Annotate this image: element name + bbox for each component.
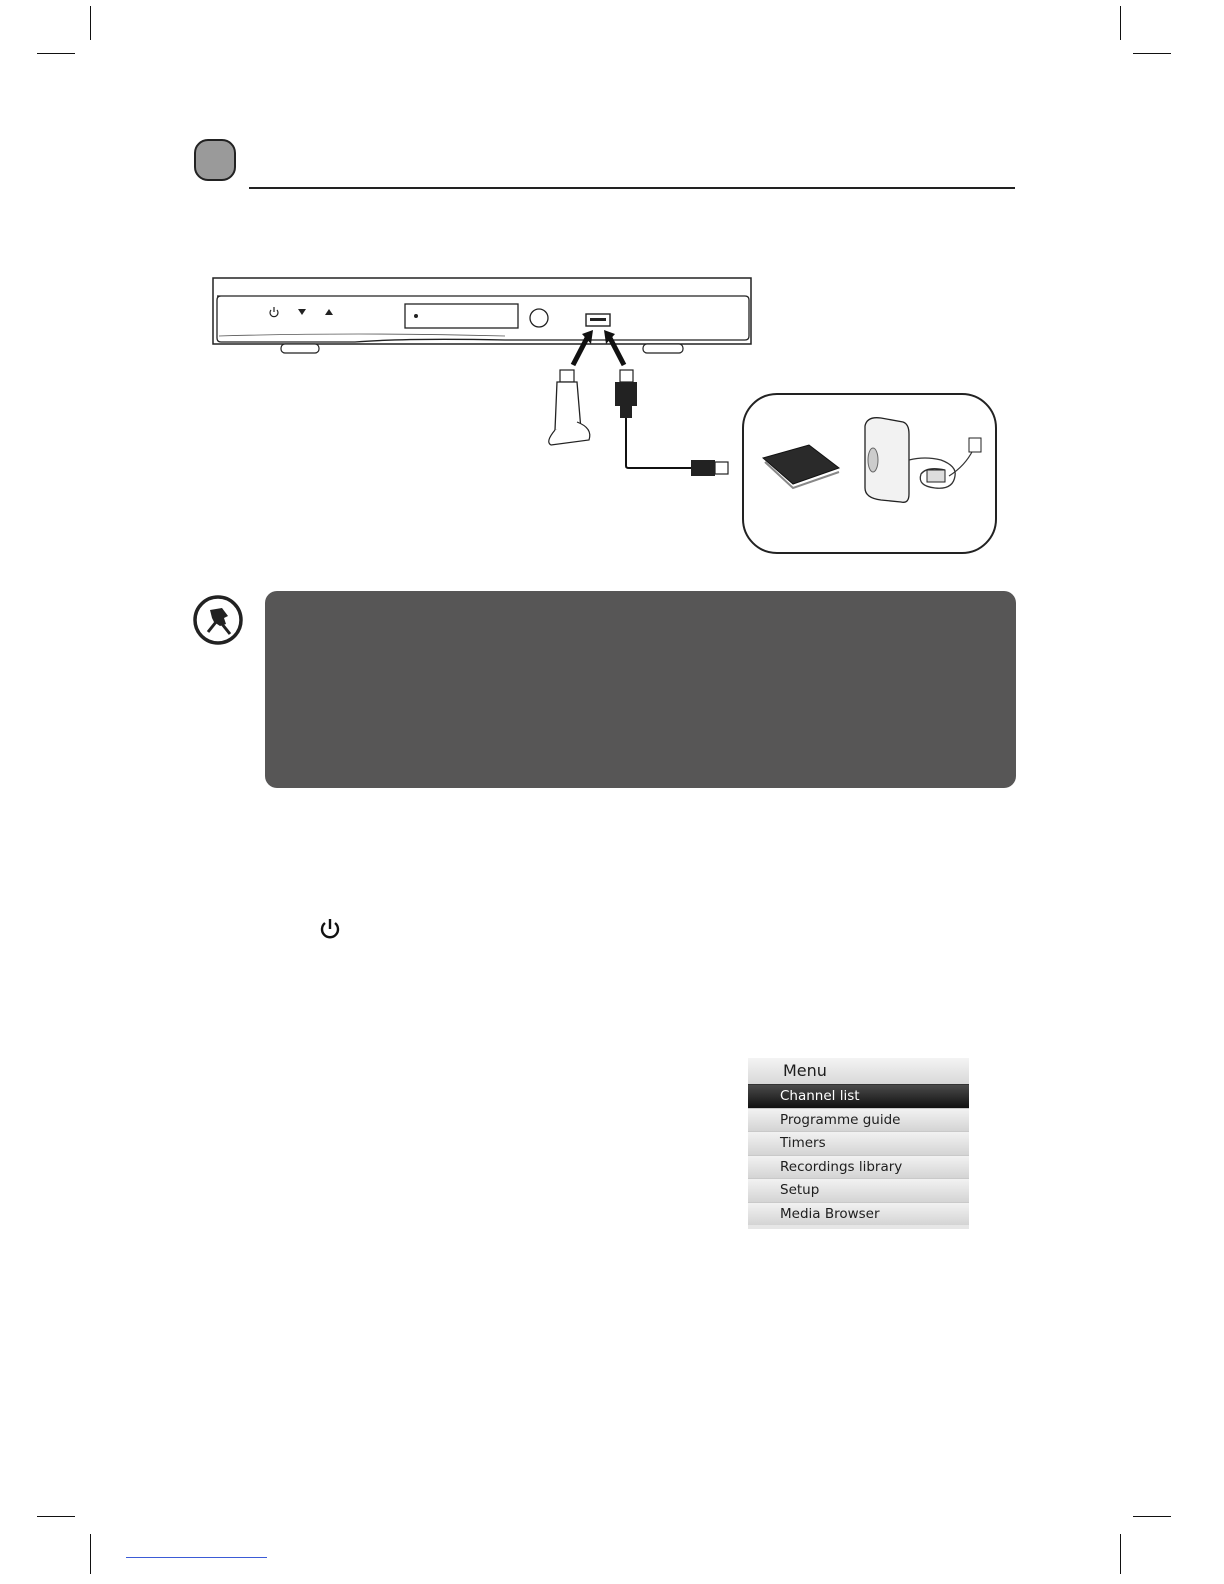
section-number-marker <box>194 139 236 181</box>
desktop-hard-drive-icon <box>865 418 909 503</box>
usb-cable-icon <box>615 370 728 476</box>
section-rule <box>249 187 1015 189</box>
crop-mark <box>1133 53 1171 54</box>
crop-mark <box>1133 1516 1171 1517</box>
menu-item-timers[interactable]: Timers <box>748 1131 969 1155</box>
crop-mark <box>90 1534 91 1574</box>
usb-connection-diagram <box>205 270 1005 560</box>
crop-mark <box>1120 1534 1121 1574</box>
pushpin-icon <box>192 594 244 646</box>
usb-port-icon <box>586 314 610 326</box>
footer-link-underline[interactable] <box>126 1557 267 1558</box>
note-panel <box>265 591 1016 788</box>
crop-mark <box>1120 6 1121 40</box>
crop-mark <box>37 53 75 54</box>
osd-menu-screenshot <box>748 1058 969 1229</box>
menu-item-channel-list[interactable]: Channel list <box>748 1084 969 1108</box>
menu-item-programme-guide[interactable]: Programme guide <box>748 1108 969 1132</box>
crop-mark <box>37 1516 75 1517</box>
menu-title: Menu <box>748 1058 969 1084</box>
menu-item-media-browser[interactable]: Media Browser <box>748 1202 969 1226</box>
menu-item-setup[interactable]: Setup <box>748 1178 969 1202</box>
crop-mark <box>90 6 91 40</box>
menu-item-recordings-library[interactable]: Recordings library <box>748 1155 969 1179</box>
power-icon <box>318 917 342 941</box>
set-top-box-illustration <box>213 278 751 353</box>
usb-flash-drive-icon <box>549 370 590 445</box>
